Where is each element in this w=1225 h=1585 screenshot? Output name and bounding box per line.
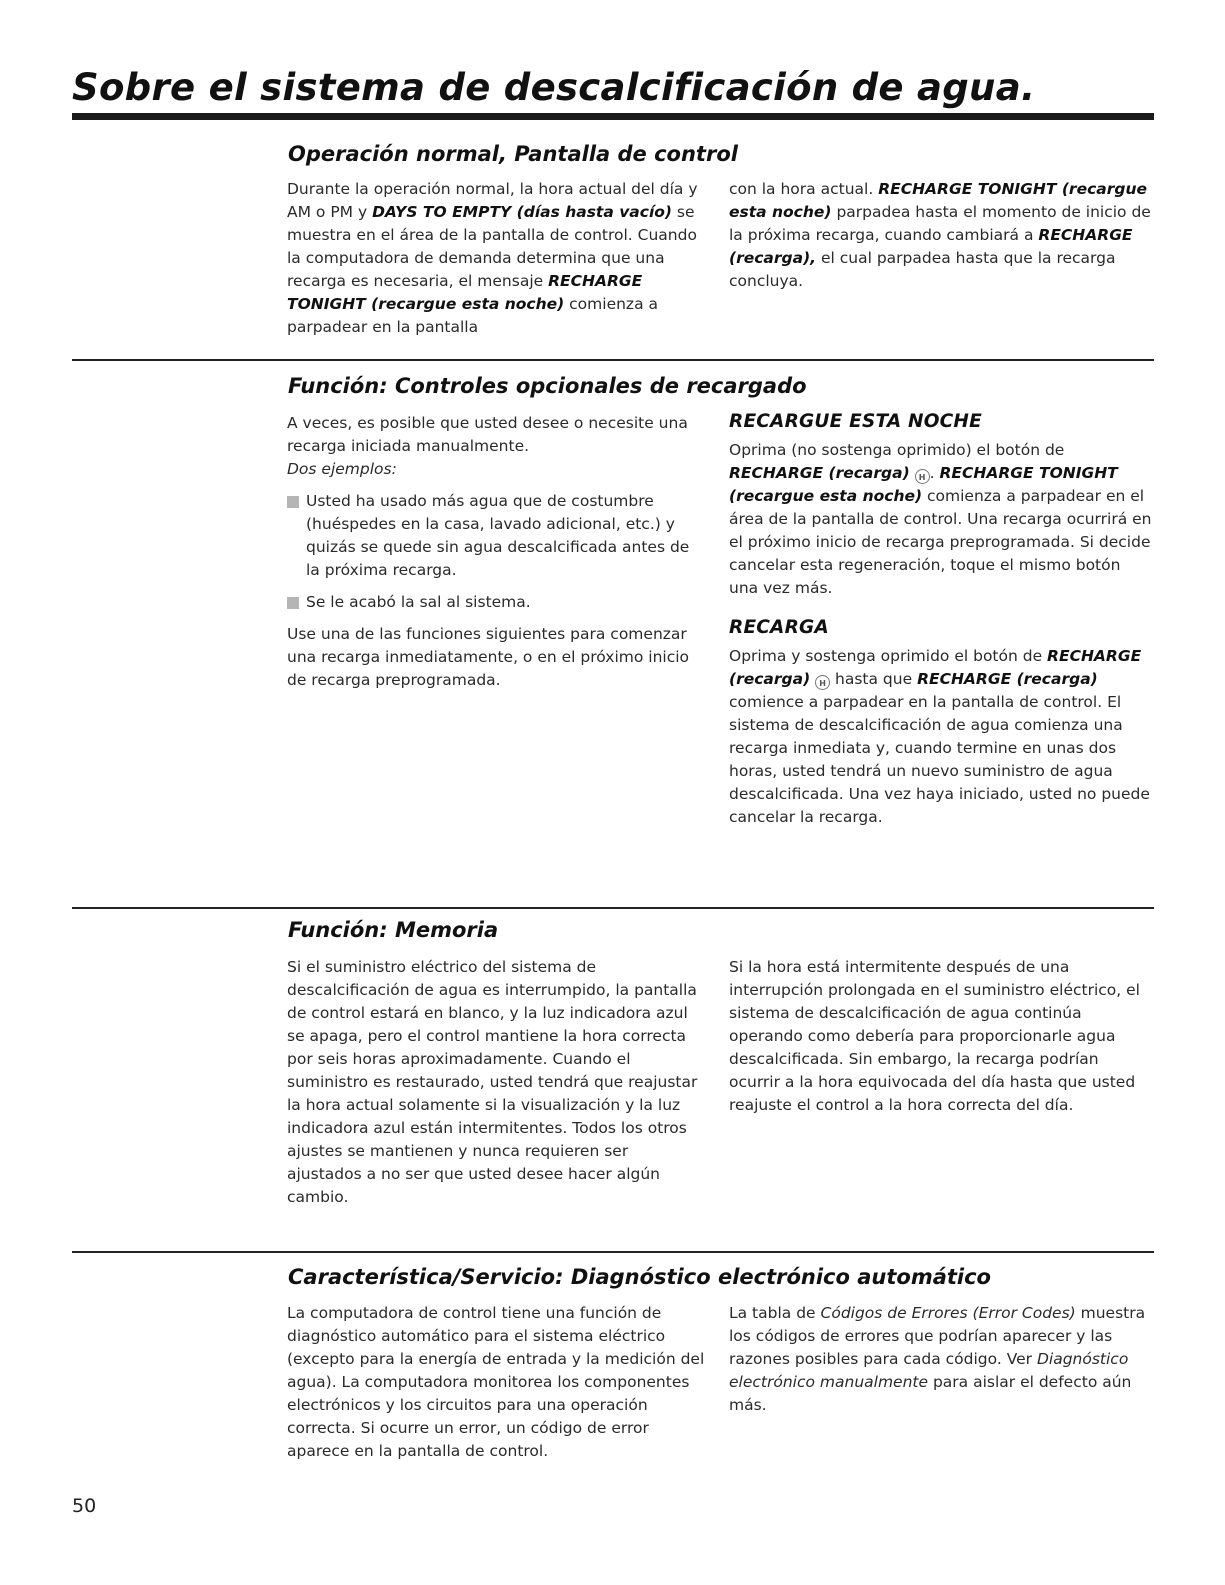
- bold-term: RECHARGE (recarga),: [729, 226, 1133, 267]
- diagnostic-right-paragraph: [729, 1302, 1154, 1417]
- section-divider: [72, 907, 1154, 909]
- section-heading-memory: Función: Memoria: [288, 918, 499, 942]
- text-run: hasta que: [830, 670, 918, 688]
- section-heading-controls: Función: Controles opcionales de recargado: [288, 374, 807, 398]
- normal-left-column: [287, 178, 707, 339]
- text-run: Oprima y sostenga oprimido el botón de: [729, 647, 1048, 665]
- normal-right-column: [729, 178, 1154, 293]
- recharge-button-icon: H: [815, 675, 830, 690]
- bullet-item: [287, 591, 707, 614]
- bullet-text: Usted ha usado más agua que de costumbre (huéspedes en la casa, lavado adicional, etc.) y quizás se quede sin agua descalcificada antes de la próxima recarga.: [306, 492, 690, 579]
- controls-left-column: [287, 412, 707, 692]
- text-run: se muestra en el área de la pantalla de control. Cuando la computadora de demanda determina que una recarga es necesaria, el mensaje: [287, 203, 697, 290]
- recharge-heading: RECARGA: [729, 617, 829, 638]
- text-run: La tabla de: [729, 1304, 821, 1322]
- page-number: 50: [72, 1495, 97, 1517]
- controls-outro: Use una de las funciones siguientes para comenzar una recarga inmediatamente, o en el próximo inicio de recarga preprogramada.: [287, 625, 690, 689]
- diagnostic-left-column: [287, 1302, 707, 1463]
- text-run: Oprima (no sostenga oprimido) el botón de: [729, 441, 1065, 459]
- examples-label: Dos ejemplos:: [287, 460, 397, 478]
- bold-term: RECHARGE (recarga): [729, 647, 1142, 688]
- text-run: Durante la operación normal, la hora actual del día y AM o PM y: [287, 180, 698, 221]
- square-bullet-icon: [287, 597, 299, 609]
- controls-intro: A veces, es posible que usted desee o necesite una recarga iniciada manualmente.: [287, 414, 688, 455]
- text-run: comienza a parpadear en la pantalla: [287, 295, 658, 336]
- normal-right-paragraph: [729, 178, 1154, 293]
- recharge-paragraph: [729, 645, 1154, 829]
- section-heading-diagnostic: Característica/Servicio: Diagnóstico electrónico automático: [288, 1265, 991, 1289]
- memory-left-column: [287, 956, 707, 1209]
- diagnostic-right-column: [729, 1302, 1154, 1417]
- bullet-text: Se le acabó la sal al sistema.: [306, 593, 531, 611]
- normal-left-paragraph: [287, 178, 707, 339]
- tonight-paragraph: [729, 439, 1154, 600]
- memory-left-paragraph: Si el suministro eléctrico del sistema de descalcificación de agua es interrumpido, la pantalla de control estará en blanco, y la luz indicadora azul se apaga, pero el control mantiene la hora correcta por seis horas aproximadamente. Cuando el suministro es restaurado, usted tendrá que reajustar la hora actual solamente si la visualización y la luz indicadora azul están intermitentes. Todos los otros ajustes se mantienen y nunca requieren ser ajustados a no ser que usted desee hacer algún cambio.: [287, 958, 698, 1206]
- bold-term: RECHARGE TONIGHT (recargue esta noche): [287, 272, 643, 313]
- text-run: comienza a parpadear en el área de la pantalla de control. Una recarga ocurrirá en el próximo inicio de recarga preprogramada. Si decide cancelar esta regeneración, toque el mismo botón una vez más.: [729, 487, 1152, 597]
- diagnostic-left-paragraph: La computadora de control tiene una función de diagnóstico automático para el sistema eléctrico (excepto para la energía de entrada y la medición del agua). La computadora monitorea los componentes electrónicos y los circuitos para una operación correcta. Si ocurre un error, un código de error aparece en la pantalla de control.: [287, 1304, 705, 1460]
- section-heading-normal: Operación normal, Pantalla de control: [288, 142, 738, 166]
- text-run: .: [929, 464, 940, 482]
- text-run: el cual parpadea hasta que la recarga concluya.: [729, 249, 1116, 290]
- bold-term: DAYS TO EMPTY (días hasta vacío): [372, 203, 672, 221]
- text-run: parpadea hasta el momento de inicio de la próxima recarga, cuando cambiará a: [729, 203, 1151, 244]
- section-divider: [72, 1251, 1154, 1253]
- bold-term: RECHARGE (recarga): [917, 670, 1098, 688]
- square-bullet-icon: [287, 496, 299, 508]
- recharge-button-icon: H: [915, 469, 930, 484]
- controls-right-column: [729, 410, 1154, 829]
- text-run: muestra los códigos de errores que podrían aparecer y las razones posibles para cada código. Ver: [729, 1304, 1146, 1368]
- section-divider: [72, 359, 1154, 361]
- memory-right-paragraph: Si la hora está intermitente después de una interrupción prolongada en el suministro eléctrico, el sistema de descalcificación de agua continúa operando como debería para proporcionarle agua descalcificada. Sin embargo, la recarga podrían ocurrir a la hora equivocada del día hasta que usted reajuste el control a la hora correcta del día.: [729, 958, 1140, 1114]
- italic-reference: Diagnóstico electrónico manualmente: [729, 1350, 1129, 1391]
- italic-reference: Códigos de Errores (Error Codes): [820, 1304, 1076, 1322]
- title-rule: [72, 113, 1154, 120]
- text-run: comience a parpadear en la pantalla de control. El sistema de descalcificación de agua comienza una recarga inmediata y, cuando termine en unas dos horas, usted tendrá un nuevo suministro de agua descalcificada. Una vez haya iniciado, usted no puede cancelar la recarga.: [729, 693, 1150, 826]
- tonight-heading: RECARGUE ESTA NOCHE: [729, 411, 982, 432]
- bold-term: RECHARGE TONIGHT (recargue esta noche): [729, 180, 1148, 221]
- text-run: para aislar el defecto aún más.: [729, 1373, 1132, 1414]
- text-run: con la hora actual.: [729, 180, 879, 198]
- bold-term: RECHARGE (recarga): [729, 464, 910, 482]
- bold-term: RECHARGE TONIGHT (recargue esta noche): [729, 464, 1118, 505]
- memory-right-column: [729, 956, 1154, 1117]
- page-title: Sobre el sistema de descalcificación de agua.: [72, 66, 1036, 109]
- bullet-item: [287, 490, 707, 582]
